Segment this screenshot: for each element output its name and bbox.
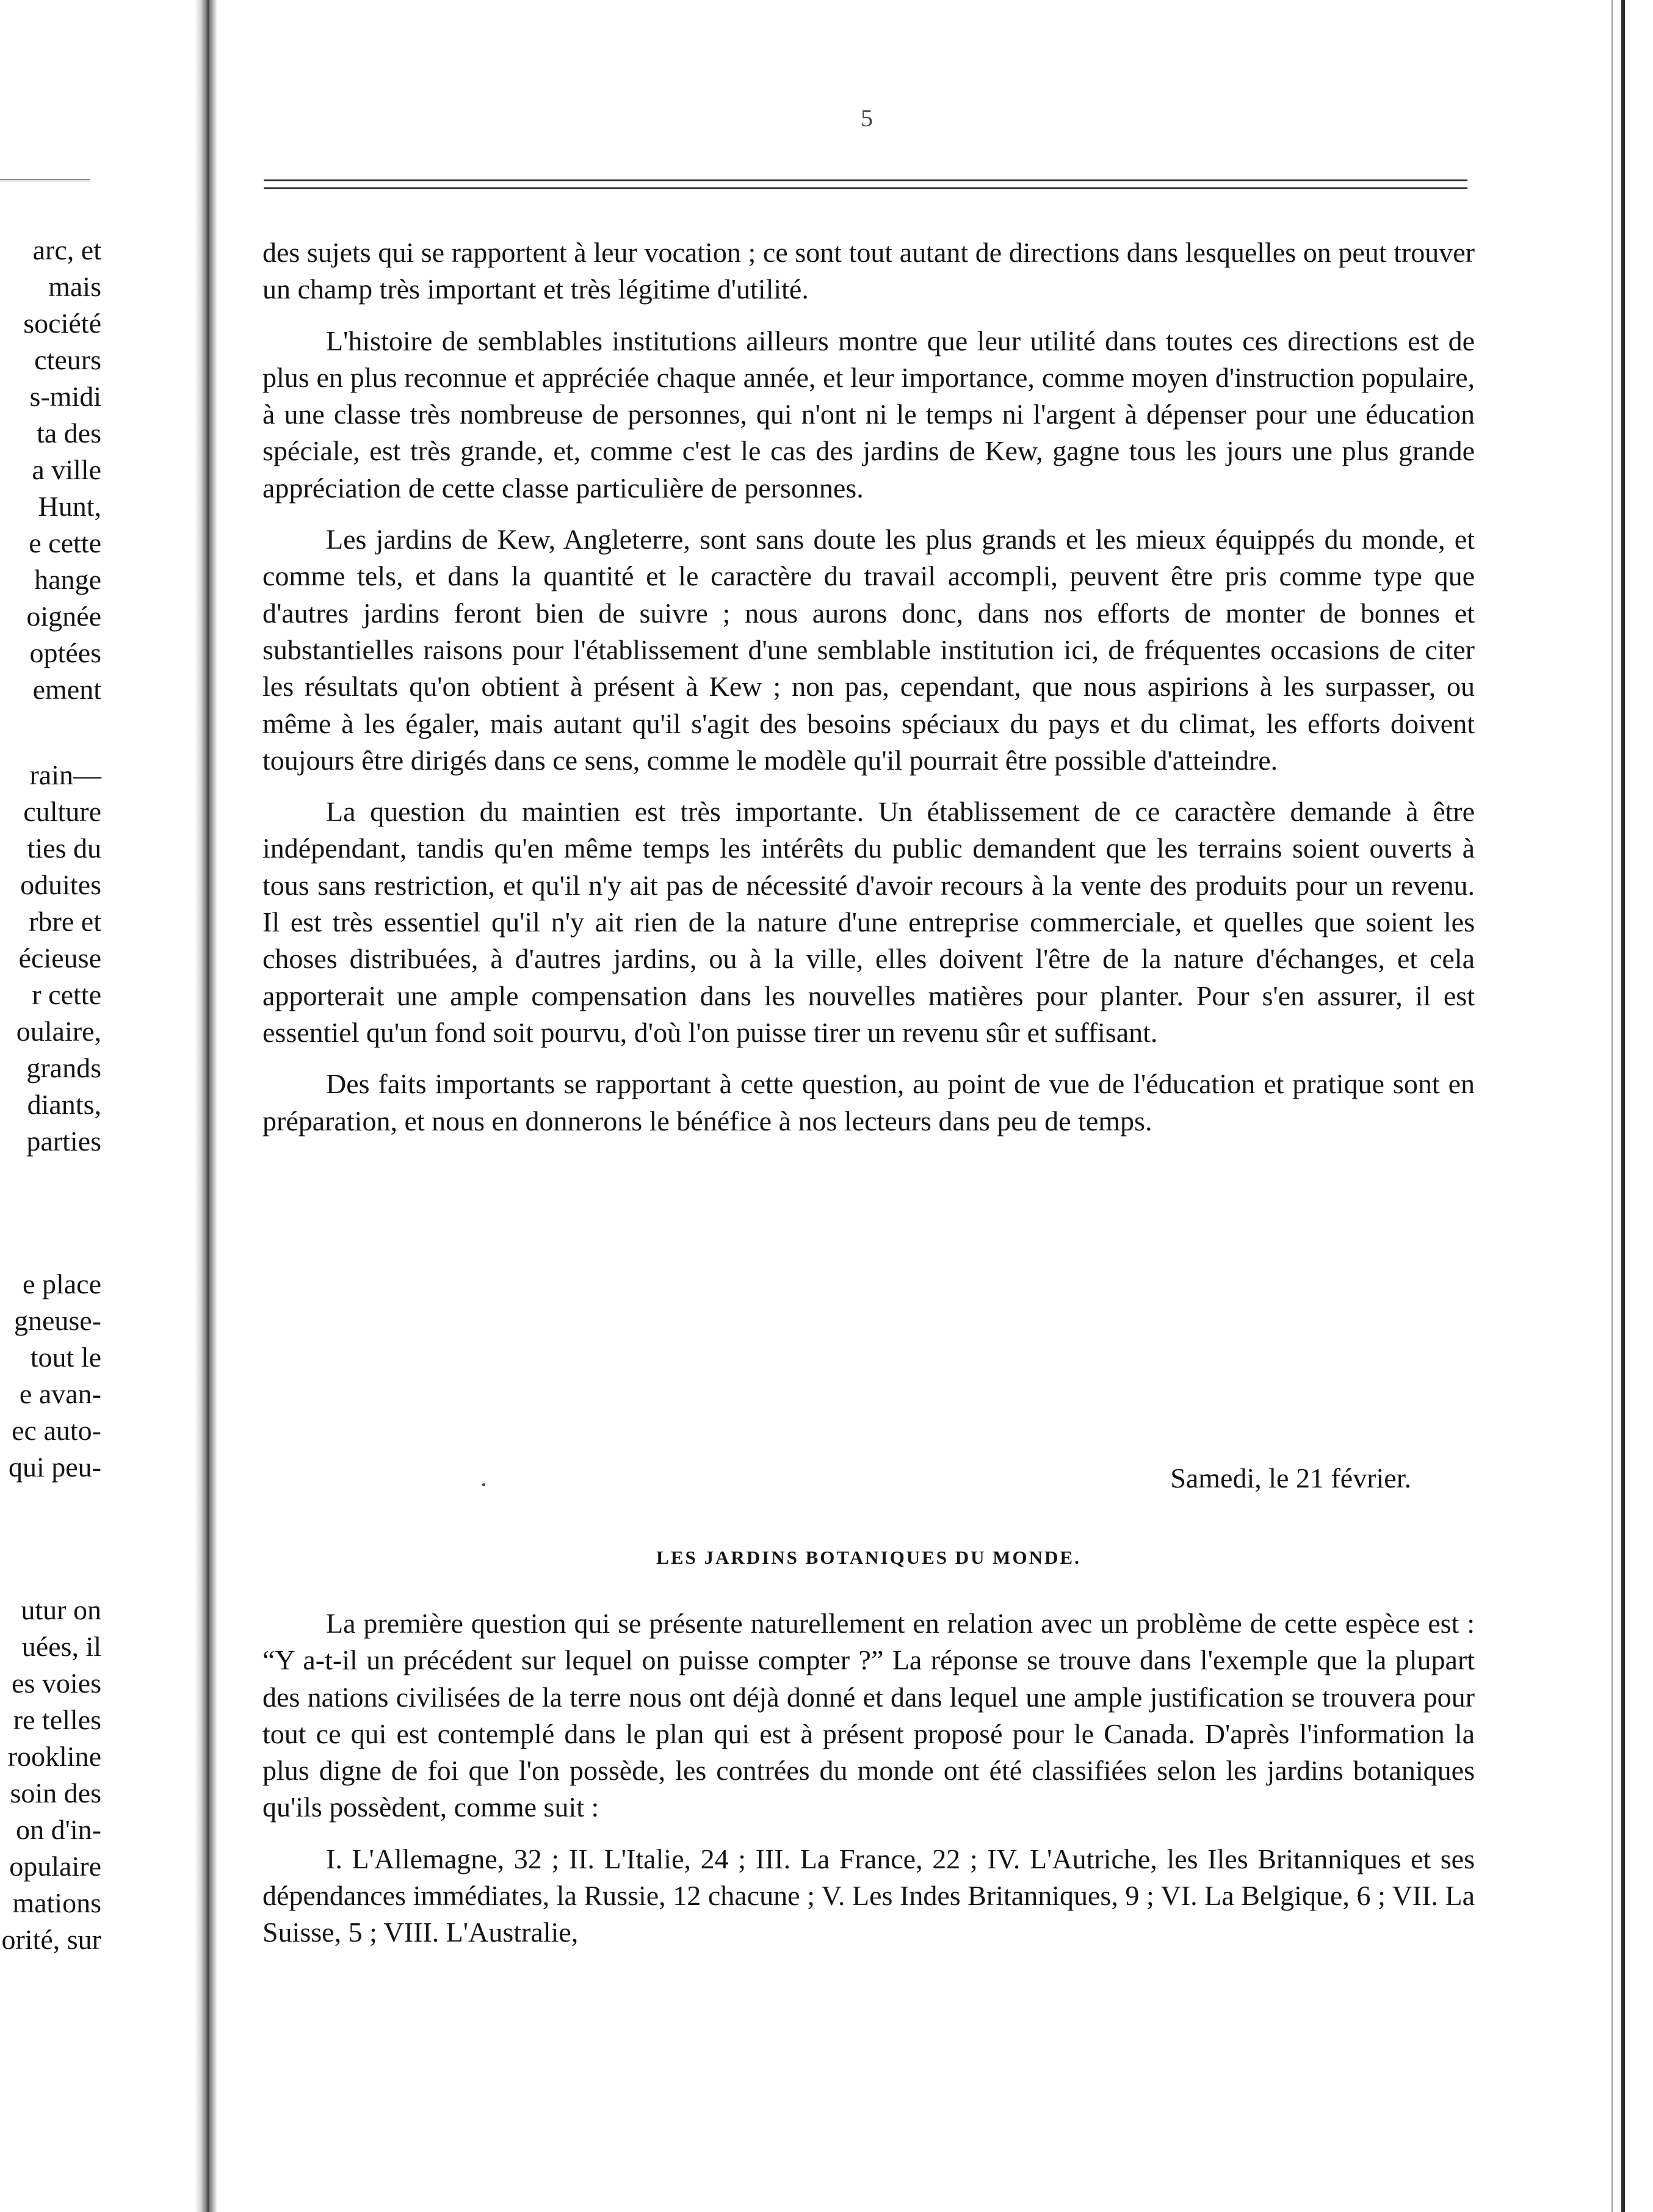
previous-page-line: parties xyxy=(26,1126,101,1157)
section-heading: LES JARDINS BOTANIQUES DU MONDE. xyxy=(656,1547,1081,1568)
previous-page-line: soin des xyxy=(10,1777,101,1809)
previous-page-line: oulaire, xyxy=(16,1016,101,1047)
previous-page-line: rain— xyxy=(29,759,101,790)
previous-page-line: ties du xyxy=(27,833,101,864)
page-number: 5 xyxy=(861,104,873,132)
page-edge xyxy=(1621,0,1625,2212)
previous-page-line: re telles xyxy=(13,1704,101,1735)
paragraph: La première question qui se présente naturellement en relation avec un problème de cette espèce est : “Y a-t-il un précédent sur lequel on puisse compter ?” La réponse se trouve dans l'exemple que la plupart des nations civilisées de la terre nous ont déjà donné et dans lequel une ample justification se trouvera pour tout ce qui est contemplé dans le plan qui est à présent proposé pour le Canada. D'après l'information la plus digne de foi que l'on possède, les contrées du monde ont été classifiées selon les jardins botaniques qu'ils possèdent, comme suit : xyxy=(262,1608,1475,1823)
previous-page-line: ement xyxy=(32,674,101,705)
previous-page-line: utur on xyxy=(21,1594,101,1625)
previous-page-line: société xyxy=(23,308,101,339)
dateline: Samedi, le 21 février. xyxy=(1170,1462,1411,1494)
previous-page-line: écieuse xyxy=(18,942,101,974)
paragraph: La question du maintien est très importante. Un établissement de ce caractère demande à être indépendant, tandis qu'en même temps les intérêts du public demandent que les terrains soient ouverts à tous sans restriction, et qu'il n'y ait pas de nécessité d'avoir recours à la vente des produits pour un revenu. Il est très essentiel qu'il n'y ait rien de la nature d'une entreprise commerciale, et quelles que soient les choses distribuées, à d'autres jardins, ou à la ville, elles doivent l'être de la nature d'échanges, et cela apporterait une ample compensation dans les nouvelles matières pour planter. Pour s'en assurer, il est essentiel qu'un fond soit pourvu, d'où l'on puisse tirer un revenu sûr et suffisant. xyxy=(262,796,1475,1048)
previous-page-line: Hunt, xyxy=(38,491,101,522)
page-gutter xyxy=(195,0,209,2212)
previous-page-line: tout le xyxy=(30,1342,101,1373)
paragraph: Les jardins de Kew, Angleterre, sont sans doute les plus grands et les mieux équippés du monde, et comme tels, et dans la quantité et le caractère du travail accompli, peuvent être pris comme type que d'autres jardins feront bien de suivre ; nous aurons donc, dans nos efforts de monter de bonnes et substantielles raisons pour l'établissement d'une semblable institution ici, de fréquentes occasions de citer les résultats qu'on obtient à présent à Kew ; non pas, cependant, que nous aspirions à les surpasser, ou même à les égaler, mais autant qu'il s'agit des besoins spéciaux du pays et du climat, les efforts doivent toujours être dirigés dans ce sens, comme le modèle qu'il pourrait être possible d'atteindre. xyxy=(262,524,1475,776)
previous-page-line: oduites xyxy=(20,869,101,900)
header-rule xyxy=(264,179,1467,189)
previous-page-line: gneuse- xyxy=(13,1305,101,1336)
previous-page-line: es voies xyxy=(12,1668,101,1699)
previous-page-line: a ville xyxy=(32,454,101,485)
previous-page-line: ec auto- xyxy=(12,1415,101,1446)
section-body-text xyxy=(262,1605,1475,1951)
previous-page-rule xyxy=(0,179,90,181)
previous-page-line: s-midi xyxy=(29,381,101,412)
previous-page-line: e cette xyxy=(29,527,101,558)
previous-page-line: grands xyxy=(26,1052,101,1083)
previous-page-line: oignée xyxy=(26,601,101,632)
previous-page-line: orité, sur xyxy=(1,1924,101,1955)
previous-page-line: hange xyxy=(34,564,101,595)
page-edge-inner xyxy=(1611,0,1613,2212)
previous-page-line: qui peu- xyxy=(8,1451,101,1483)
previous-page-line: mais xyxy=(48,271,101,302)
previous-page-line: arc, et xyxy=(32,234,101,266)
paragraph: L'histoire de semblables institutions ailleurs montre que leur utilité dans toutes ces directions est de plus en plus reconnue et appréciée chaque année, et leur importance, comme moyen d'instruction populaire, à une classe très nombreuse de personnes, qui n'ont ni le temps ni l'argent à dépenser pour une éducation spéciale, est très grande, et, comme c'est le cas des jardins de Kew, gagne tous les jours une plus grande appréciation de cette classe particulière de personnes. xyxy=(262,325,1475,504)
previous-page-line: optées xyxy=(29,637,101,668)
previous-page-line: cteurs xyxy=(34,344,101,375)
previous-page-line: e place xyxy=(23,1268,101,1299)
previous-page-column xyxy=(0,0,195,2212)
previous-page-line: r cette xyxy=(32,979,101,1010)
previous-page-line: diants, xyxy=(27,1089,101,1120)
previous-page-line: mations xyxy=(12,1887,101,1918)
previous-page-line: ta des xyxy=(36,417,101,449)
body-text xyxy=(262,234,1475,1140)
print-speck xyxy=(482,1483,485,1486)
previous-page-line: rbre et xyxy=(29,906,101,937)
previous-page-line: culture xyxy=(23,796,101,827)
previous-page-line: uées, il xyxy=(21,1631,101,1662)
paragraph: des sujets qui se rapportent à leur vocation ; ce sont tout autant de directions dans lesquelles on peut trouver un champ très important et très légitime d'utilité. xyxy=(262,237,1475,305)
previous-page-line: e avan- xyxy=(19,1378,101,1409)
paragraph: Des faits importants se rapportant à cette question, au point de vue de l'éducation et pratique sont en préparation, et nous en donnerons le bénéfice à nos lecteurs dans peu de temps. xyxy=(262,1068,1475,1137)
previous-page-line: on d'in- xyxy=(16,1814,101,1845)
previous-page-line: rookline xyxy=(7,1741,101,1772)
previous-page-line: opulaire xyxy=(9,1851,101,1882)
paragraph: I. L'Allemagne, 32 ; II. L'Italie, 24 ; III. La France, 22 ; IV. L'Autriche, les Iles Britanniques et ses dépendances immédiates, la Russie, 12 chacune ; V. Les Indes Britanniques, 9 ; VI. La Belgique, 6 ; VII. La Suisse, 5 ; VIII. L'Australie, xyxy=(262,1843,1475,1948)
gutter-shadow xyxy=(209,0,217,2212)
